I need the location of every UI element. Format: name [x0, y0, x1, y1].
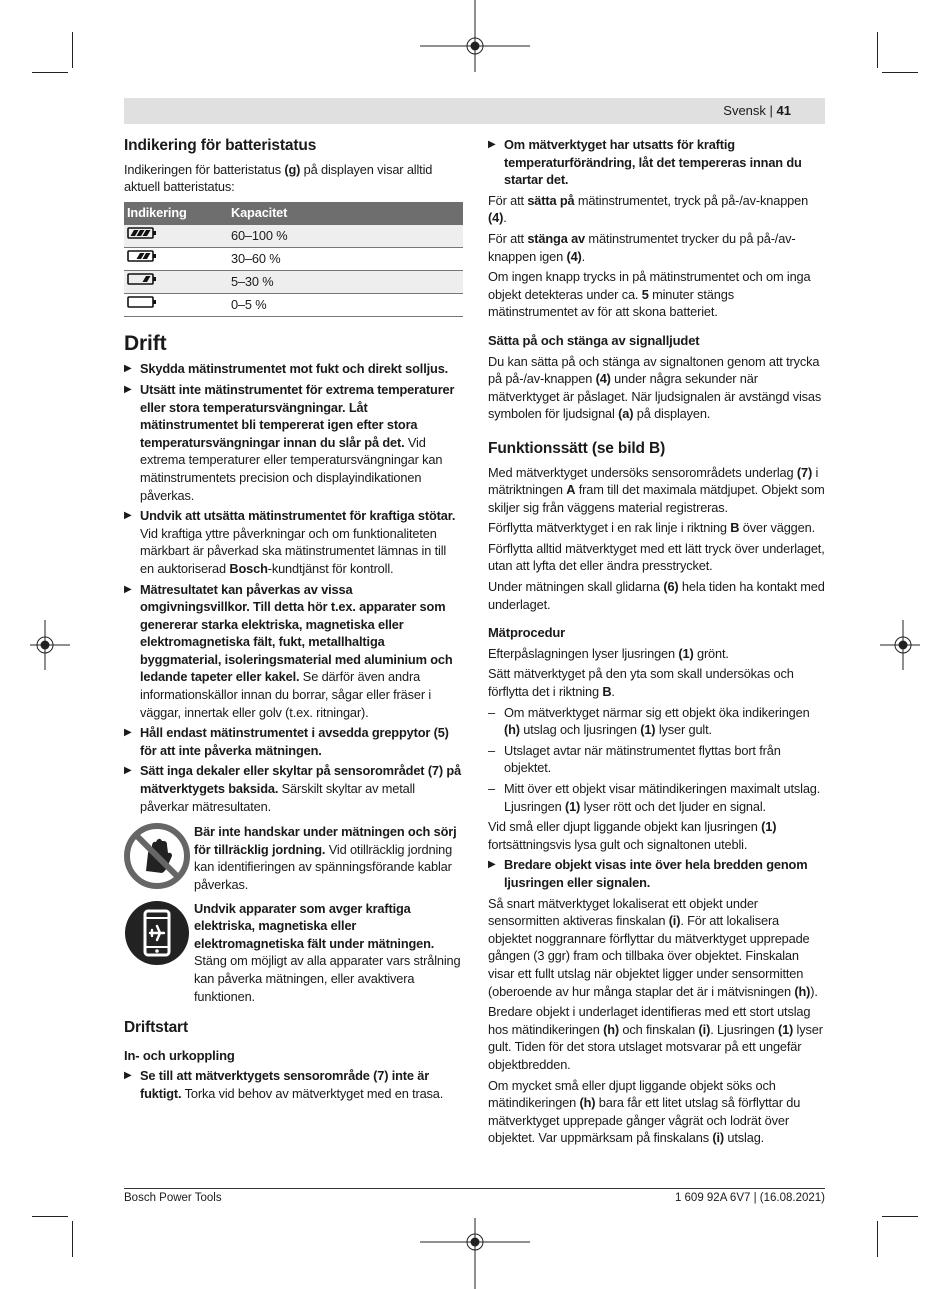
arrow-bullet-icon: ▶: [124, 383, 132, 395]
arrow-bullet-icon: ▶: [124, 363, 132, 375]
signal-text: Du kan sätta på och stänga av signaltonen genom att trycka på på-/av-knappen (4) under några sekunder när mätverktyget är påslaget. När ljudsignalen är avstängd visas symbolen för ljudsignal (a) på displayen.: [488, 353, 822, 422]
arrow-bullet-icon: ▶: [488, 859, 496, 871]
list-item: ▶ Skydda mätinstrumentet mot fukt och direkt solljus.: [124, 361, 449, 377]
procedure-p4: Så snart mätverktyget lokaliserat ett objekt under sensormitten aktiveras finskalan (i). För att lokalisera objektet noggrannare förflyttar du mätverktyget upprepade gången (3 ggr) fram och tillbaka över objektet. Finskalan visar ett fullt utslag när objektet ligger under sensormitten (oberoende av hur många staplar det är i mätvisningen (h)).: [488, 895, 818, 999]
driftstart-heading: Driftstart: [124, 1019, 188, 1037]
function-p4: Under mätningen skall glidarna (6) hela tiden ha kontakt med underlaget.: [488, 579, 825, 612]
function-heading: Funktionssätt (se bild B): [488, 439, 666, 457]
list-item: ▶ Bredare objekt visas inte över hela bredden genom ljusringen eller signalen.: [488, 857, 808, 890]
table-row: [124, 247, 463, 270]
procedure-heading: Mätprocedur: [488, 625, 566, 641]
footer-left: Bosch Power Tools: [124, 1192, 222, 1204]
page-number: 41: [776, 103, 791, 118]
auto-off-text: Om ingen knapp trycks in på mätinstrumentet och om inga objekt detekteras under ca. 5 minuter stängs mätinstrumentet av för att skona batteriet.: [488, 269, 811, 320]
procedure-p6: Om mycket små eller djupt liggande objekt söks och mätindikeringen (h) bara får ett litet utslag så förflyttar du mätverktyget upprepade gånger vågrät och lodrät över objektet. Var uppmärksam på finskalans (i) utslag.: [488, 1077, 801, 1146]
registration-mark-top: [420, 0, 530, 80]
switch-off-text: För att stänga av mätinstrumentet trycker du på på-/av-knappen igen (4).: [488, 230, 796, 264]
switch-on-text: För att sätta på mätinstrumentet, tryck på på-/av-knappen (4).: [488, 192, 809, 226]
warning-gloves: Bär inte handskar under mätningen och sörj för tillräcklig jordning. Vid otillräcklig jordning kan identifieringen av spänningsförande kablar påverkas.: [124, 823, 463, 893]
list-item: ▶ Om mätverktyget har utsatts för kraftig temperaturförändring, låt det tempereras innan du startar det.: [488, 137, 802, 188]
procedure-p3: Vid små eller djupt liggande objekt kan ljusringen (1) fortsättningsvis lysa gult och signaltonen utebli.: [488, 819, 777, 852]
no-gloves-icon: [124, 823, 190, 889]
arrow-bullet-icon: ▶: [124, 583, 132, 595]
on-off-subheading: In- och urkoppling: [124, 1047, 235, 1063]
procedure-p2: Sätt mätverktyget på den yta som skall undersökas och förflytta det i riktning B.: [488, 666, 794, 700]
arrow-bullet-icon: ▶: [124, 510, 132, 522]
arrow-bullet-icon: ▶: [124, 1070, 132, 1082]
footer-rule: [124, 1188, 825, 1189]
battery-table: [124, 202, 463, 317]
registration-mark-right: [880, 620, 920, 670]
capacity-value: 0–5 %: [228, 293, 463, 316]
list-item: ▶ Mätresultatet kan påverkas av vissa omgivningsvillkor. Till detta hör t.ex. apparater som genererar starka elektriska, magnetiska eller elektromagnetiska fält, fukt, metallhaltiga byggmaterial, isoleringsmaterial med aluminium och ledande tapeter eller kakel. Se därför även andra informationskällor innan du borrar, sågar eller fräser i väggar, innertak eller golv (t.ex. ritningar).: [124, 581, 453, 720]
registration-mark-left: [30, 620, 70, 670]
table-row: [124, 225, 463, 248]
function-p1: Med mätverktyget undersöks sensorområdets underlag (7) i mätriktningen A fram till det maximala mätdjupet. Objekt som skiljer sig från väggens material registreras.: [488, 464, 825, 515]
page-header: [124, 98, 825, 124]
list-item: ▶ Sätt inga dekaler eller skyltar på sensorområdet (7) på mätverktygets baksida. Särskilt skyltar av metall påverkar mätresultaten.: [124, 763, 462, 814]
table-row: [124, 293, 463, 316]
battery-intro: Indikeringen för batteristatus (g) på displayen visar alltid aktuell batteristatus:: [124, 161, 433, 195]
col-indication: Indikering: [124, 202, 228, 225]
warning-fields: Undvik apparater som avger kraftiga elektriska, magnetiska eller elektromagnetiska fält under mätningen. Stäng om möjligt av alla apparater vars strålning kan påverka mätningen, eller avaktivera funktionen.: [124, 900, 463, 1006]
left-column: [124, 137, 463, 1106]
footer-right: 1 609 92A 6V7 | (16.08.2021): [674, 1192, 825, 1204]
function-p3: Förflytta alltid mätverktyget med ett lätt tryck över underlaget, utan att lyfta det eller ändra presstrycket.: [488, 540, 825, 574]
list-item: ▶ Håll endast mätinstrumentet i avsedda greppytor (5) för att inte påverka mätningen.: [124, 725, 449, 758]
capacity-value: 5–30 %: [228, 270, 463, 293]
list-item: – Utslaget avtar när mätinstrumentet flyttas bort från objektet.: [488, 742, 781, 776]
list-item: – Mitt över ett objekt visar mätindikeringen maximalt utslag. Ljusringen (1) lyser rött och det ljuder en signal.: [488, 781, 821, 814]
battery-one-third-icon: [127, 272, 157, 286]
col-capacity: Kapacitet: [228, 202, 463, 225]
battery-two-thirds-icon: [127, 249, 157, 263]
arrow-bullet-icon: ▶: [124, 765, 132, 777]
procedure-p1: Efterpåslagningen lyser ljusringen (1) grönt.: [488, 645, 729, 661]
list-item: ▶ Undvik att utsätta mätinstrumentet för kraftiga stötar. Vid kraftiga yttre påverkningar och om funktionaliteten märkbart är påverkad ska mätinstrumentet lämnas in till en auktoriserad Bosch-kundtjänst för kontroll.: [124, 508, 456, 576]
list-item: – Om mätverktyget närmar sig ett objekt öka indikeringen (h) utslag och ljusringen (1) lyser gult.: [488, 704, 810, 738]
phone-airplane-icon: [124, 900, 190, 966]
right-column: [488, 136, 825, 1150]
table-row: [124, 270, 463, 293]
list-item: ▶ Utsätt inte mätinstrumentet för extrema temperaturer eller stora temperatursvängningar. Låt mätinstrumentet bli tempererat igen efter stora temperatursvängningar innan du slår på det. Vid extrema temperaturer eller temperatursvängningar kan mätinstrumentets precision och displayindikationen påverkas.: [124, 381, 455, 503]
procedure-p5: Bredare objekt i underlaget identifieras med ett stort utslag hos mätindikeringen (h) och finskalan (i). Ljusringen (1) lyser gult. Tiden för det stora utslaget motsvarar på ett ungefär objektbredden.: [488, 1004, 823, 1072]
signal-heading: Sätta på och stänga av signalljudet: [488, 332, 700, 348]
header-language-label: Svensk: [723, 103, 766, 118]
battery-full-icon: [127, 226, 157, 240]
arrow-bullet-icon: ▶: [488, 139, 496, 150]
drift-heading: Drift: [124, 331, 167, 355]
list-item: ▶ Se till att mätverktygets sensorområde (7) inte är fuktigt. Torka vid behov av mätverktyget med en trasa.: [124, 1068, 444, 1101]
battery-empty-icon: [127, 295, 157, 309]
arrow-bullet-icon: ▶: [124, 727, 132, 739]
function-p2: Förflytta mätverktyget i en rak linje i riktning B över väggen.: [488, 520, 815, 536]
header-language: Svensk | 41: [723, 103, 791, 118]
capacity-value: 30–60 %: [228, 247, 463, 270]
battery-heading: Indikering för batteristatus: [124, 137, 317, 154]
registration-mark-bottom: [420, 1210, 530, 1289]
capacity-value: 60–100 %: [228, 225, 463, 248]
